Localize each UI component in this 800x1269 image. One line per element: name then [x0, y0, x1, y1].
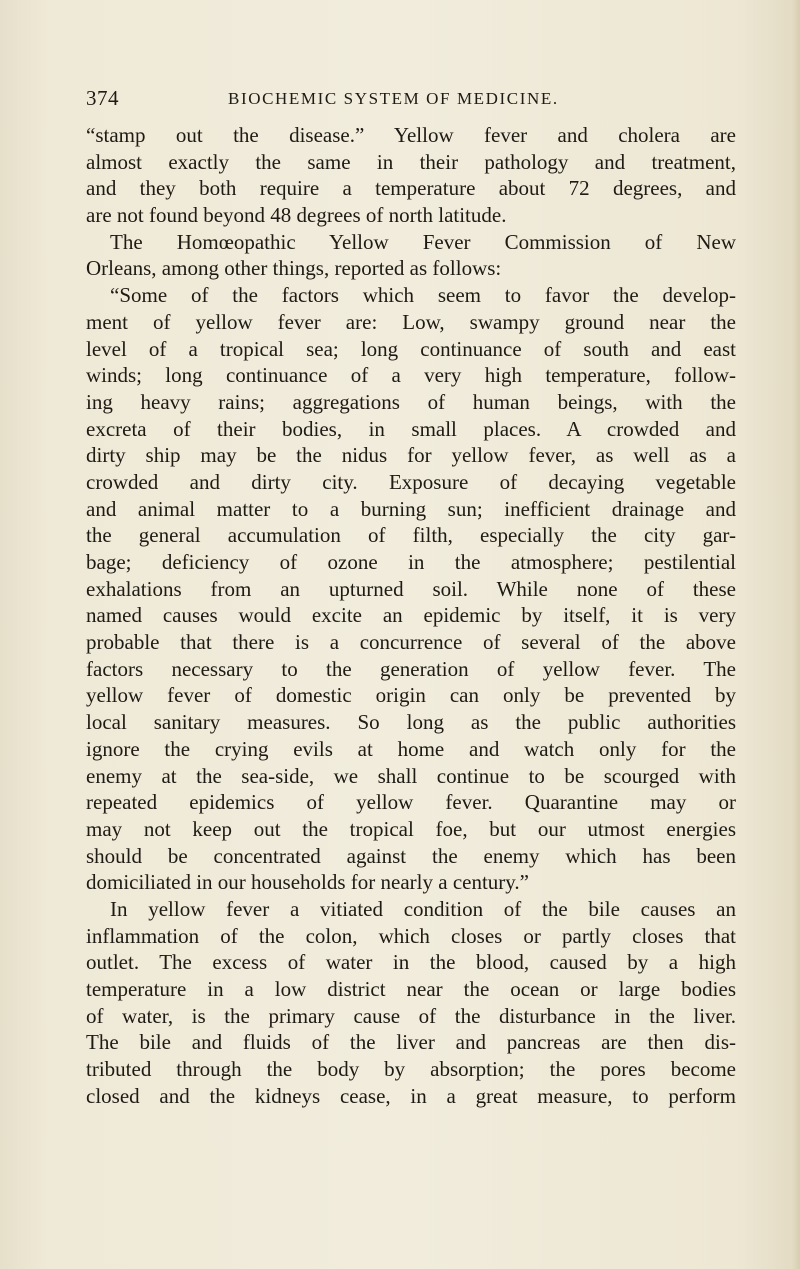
page-edge-shadow	[792, 0, 800, 1269]
text-line: dirty ship may be the nidus for yellow fever, as well as a	[86, 443, 736, 468]
text-line: tributed through the body by absorption; the pores become	[86, 1057, 736, 1082]
text-line: Orleans, among other things, reported as follows:	[86, 256, 502, 281]
text-line: closed and the kidneys cease, in a great measure, to perform	[86, 1083, 736, 1108]
text-line: temperature in a low district near the ocean or large bodies	[86, 977, 736, 1001]
text-line: ment of yellow fever are: Low, swampy ground near the	[86, 309, 736, 334]
running-head-title: BIOCHEMIC SYSTEM OF MEDICINE.	[228, 89, 559, 108]
text-line: winds; long continuance of a very high temperature, follow-	[86, 363, 736, 388]
text-line: may not keep out the tropical foe, but our utmost energies	[86, 816, 736, 841]
text-line: repeated epidemics of yellow fever. Quarantine may or	[86, 790, 736, 815]
text-line: of water, is the primary cause of the disturbance in the liver.	[86, 1003, 736, 1028]
text-line: are not found beyond 48 degrees of north latitude.	[86, 203, 507, 228]
page-number: 374	[86, 86, 119, 110]
text-line: enemy at the sea-side, we shall continue to be scourged with	[86, 763, 736, 788]
text-line: almost exactly the same in their pathology and treatment,	[86, 149, 736, 174]
text-line: domiciliated in our households for nearly a century.”	[86, 870, 529, 895]
text-line: should be concentrated against the enemy which has been	[86, 843, 736, 868]
text-line: level of a tropical sea; long continuance of south and east	[86, 336, 736, 361]
running-head	[86, 86, 736, 116]
text-line: inflammation of the colon, which closes or partly closes that	[86, 923, 736, 948]
text-line: ignore the crying evils at home and watch only for the	[86, 736, 736, 761]
text-line: and they both require a temperature about 72 degrees, and	[86, 176, 736, 201]
text-line: crowded and dirty city. Exposure of decaying vegetable	[86, 469, 736, 494]
text-line: “Some of the factors which seem to favor the develop-	[110, 283, 736, 308]
text-line: “stamp out the disease.” Yellow fever and cholera are	[86, 123, 736, 147]
text-line: yellow fever of domestic origin can only be prevented by	[86, 683, 736, 708]
text-line: and animal matter to a burning sun; inefficient drainage and	[86, 496, 736, 521]
text-line: The Homœopathic Yellow Fever Commission of New	[110, 229, 736, 254]
text-line: outlet. The excess of water in the blood, caused by a high	[86, 950, 736, 975]
body-text	[86, 122, 736, 1109]
text-line: In yellow fever a vitiated condition of the bile causes an	[110, 896, 736, 921]
text-line: probable that there is a concurrence of several of the above	[86, 630, 736, 655]
text-line: excreta of their bodies, in small places. A crowded and	[86, 416, 736, 441]
text-line: The bile and fluids of the liver and pancreas are then dis-	[86, 1030, 736, 1055]
text-line: bage; deficiency of ozone in the atmosphere; pestilential	[86, 550, 736, 574]
text-line: the general accumulation of filth, especially the city gar-	[86, 523, 736, 548]
text-line: ing heavy rains; aggregations of human beings, with the	[86, 389, 736, 414]
text-line: local sanitary measures. So long as the public authorities	[86, 710, 736, 735]
text-line: factors necessary to the generation of yellow fever. The	[86, 656, 736, 681]
text-line: exhalations from an upturned soil. While none of these	[86, 576, 736, 601]
text-line: named causes would excite an epidemic by itself, it is very	[86, 603, 736, 628]
